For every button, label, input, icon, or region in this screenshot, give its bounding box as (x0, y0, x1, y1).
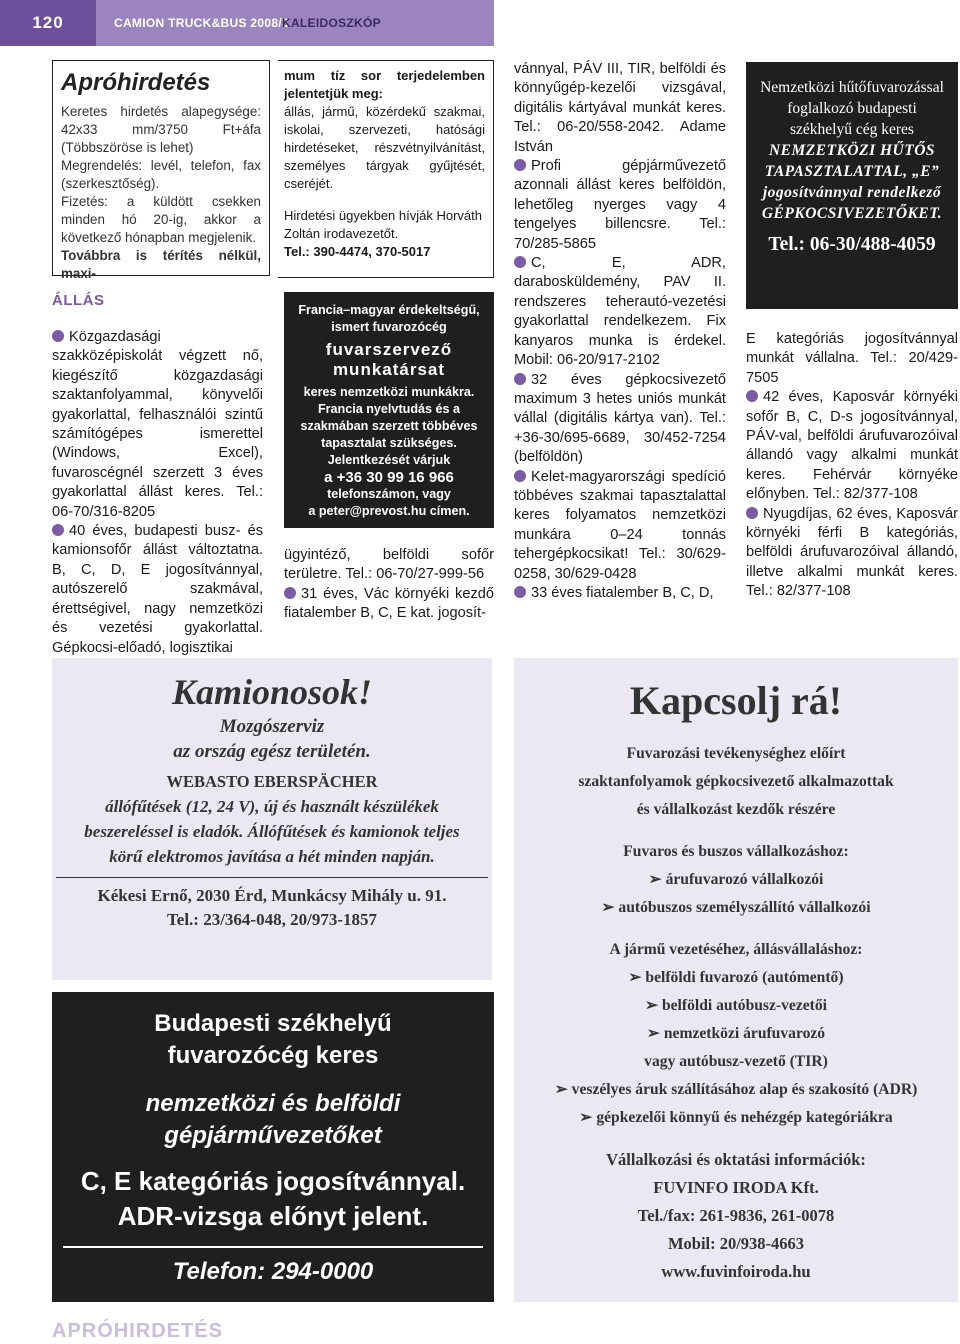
ad-line: ➢ gépkezelői könnyű és nehézgép kategóriákra (579, 1109, 893, 1126)
section-title: KALEIDOSZKÓP (282, 16, 381, 30)
ad-column-4 (746, 330, 958, 602)
info-line: Hirdetési ügyekben hívják Horváth Zoltán irodavezetőt. (284, 208, 482, 241)
bullet-icon (514, 256, 526, 268)
page-header (0, 0, 494, 46)
classified-ad: Kelet-magyarországi spedíció többéves szakmai tapasztalattal keres folyamatos nemzetközi munkára 0–24 tonnás tehergépkocsikat! Tel.: 30/629-0258, 30/629-0428 (514, 468, 726, 582)
ad-line: Jelentkezését várjuk (327, 453, 451, 467)
info-line: állás, jármű, közérdekű szakmai, iskolai, szervezeti, hatósági hirdetéseket, részvétnyilvánítást, személyes tárgyak gyűjtését, cseréjét. (284, 104, 485, 191)
ad-headline: NEMZETKÖZI HŰTŐS TAPASZTALATTAL, „E” jogosítvánnyal rendelkező GÉPKOCSIVEZETŐKET. (761, 142, 943, 222)
info-line: Keretes hirdetés alapegysége: 42x33 mm/3750 Ft+áfa (Többszöröse is lehet) (61, 104, 261, 155)
ad-line: Francia–magyar érdekeltségű, ismert fuvarozócég (298, 303, 480, 334)
bullet-icon (514, 159, 526, 171)
ad-line: Vállalkozási és oktatási információk: (606, 1150, 866, 1169)
ad-line: telefonszámon, vagy (327, 487, 451, 501)
info-line: Megrendelés: levél, telefon, fax (szerkesztőség). (61, 158, 261, 191)
ad-line: az ország egész területén. (173, 741, 371, 762)
bullet-icon (284, 587, 296, 599)
ad-column-1 (52, 328, 263, 658)
kapcsolj-ad (514, 658, 958, 1302)
info-box-title: Apróhirdetés (61, 69, 211, 96)
classified-ad: 32 éves gépkocsivezető maximum 3 hetes uniós munkát vállal (digitális kártya van). Tel.: +36-30/695-6689, 30/452-7254 (belföldön) (514, 371, 726, 466)
classified-ad: 31 éves, Vác környéki kezdő fiatalember B, C, E kat. jogosít- (284, 585, 494, 622)
ad-line: A jármű vezetéséhez, állásvállaláshoz: (609, 941, 863, 958)
classified-ad: 42 éves, Kaposvár környéki sofőr B, C, D-s jogosítvánnyal, PÁV-val, belföldi árufuvarozóival állandó vagy alkalmi munkát keres. Fehérvár környéke előnyben. Tel.: 82/377-108 (746, 389, 958, 503)
ad-line: szaktanfolyamok gépkocsivezető alkalmazottak (578, 773, 894, 790)
ad-line: Francia nyelvtudás és a szakmában szerzett többéves tapasztalat szükséges. (300, 402, 478, 450)
ad-line: állófűtések (12, 24 V), új és használt készülékek beszereléssel is eladók. Állófűtések és kamionok teljes körű elektromos javítása a hét minden napján. (84, 797, 460, 866)
bullet-icon (514, 373, 526, 385)
info-line: mum tíz sor terjedelemben jelentetjük meg: (284, 68, 485, 101)
ad-column-3 (514, 60, 726, 603)
ad-line: ➢ veszélyes áruk szállításához alap és szakosító (ADR) (554, 1081, 918, 1098)
classified-ad: 40 éves, budapesti busz- és kamionsofőr állást változtatna. B, C, D, E jogosítvánnyal, autószerelő szakmával, érettségivel, nagy nemzetközi és vezetési gyakorlattal. Gépkocsi-előadó, logisztikai (52, 523, 263, 656)
info-line: Tel.: 390-4474, 370-5017 (284, 244, 431, 259)
ad-line: és vállalkozást kezdők részére (636, 801, 836, 818)
ad-phone: Telefon: 294-0000 (172, 1257, 374, 1285)
info-box-continued (278, 60, 494, 278)
ad-line: C, E kategóriás jogosítvánnyal. ADR-vizsga előnyt jelent. (80, 1166, 466, 1231)
classified-ad: Közgazdasági szakközépiskolát végzett nő, kiegészítő közgazdasági szaktanfolyammal, könyvelői gyakorlattal, felhasználói szintű számítógépes ismerettel (Windows, Excel), fuvaroscégnél szerzett 3 éves gyakorlattal állást keres. Tel.: 06-70/316-8205 (52, 329, 263, 520)
bullet-icon (52, 330, 64, 342)
ad-company: FUVINFO IRODA Kft. (653, 1178, 819, 1197)
classified-ad: C, E, ADR, darabosküldemény, PAV II. rendszeres teherautó-vezetési gyakorlattal rendelkezem. Fix kanyaros munka is érdekel. Mobil: 06-20/917-2102 (514, 255, 726, 369)
bullet-icon (52, 524, 64, 536)
hutos-ad (746, 62, 958, 309)
info-line: Fizetés: a küldött csekken minden hó 20-ig, akkor a következő hónapban megjelenik. (61, 194, 261, 245)
section-label: ÁLLÁS (52, 292, 105, 309)
ad-address: Kékesi Ernő, 2030 Érd, Munkácsy Mihály u. 91. (97, 886, 447, 905)
ad-line: ➢ autóbuszos személyszállító vállalkozói (601, 899, 871, 916)
ad-line: vagy autóbusz-vezető (TIR) (644, 1053, 828, 1070)
ad-line: ➢ árufuvarozó vállalkozói (648, 871, 824, 888)
ad-phone: Tel./fax: 261-9836, 261-0078 (637, 1206, 835, 1225)
ad-line: Mozgószerviz (219, 716, 325, 737)
ad-brands: WEBASTO EBERSPÄCHER (166, 772, 378, 791)
divider (56, 877, 488, 878)
ad-phone: Tel.: 06-30/488-4059 (768, 234, 936, 255)
ad-website: www.fuvinfoiroda.hu (661, 1262, 811, 1281)
magazine-title: CAMION TRUCK&BUS 2008/3 (114, 16, 289, 30)
classified-ad: vánnyal, PÁV III, TIR, belföldi és könnyűgép-kezelői vizsgával, digitális kártyával munkát keres. Tel.: 06-20/558-2042. Adame István (514, 61, 726, 155)
ad-mobile: Mobil: 20/938-4663 (667, 1234, 805, 1253)
ad-line: Fuvarozási tevékenységhez előírt (626, 745, 846, 762)
info-line: Továbbra is térítés nélkül, maxi- (61, 248, 261, 281)
ad-phone: a +36 30 99 16 966 (324, 469, 454, 486)
ad-headline: fuvarszervező (325, 340, 453, 359)
page-number: 120 (0, 0, 96, 46)
divider (63, 1246, 483, 1248)
classified-ad: Nyugdíjas, 62 éves, Kaposvár környéki férfi B kategóriás, belföldi árufuvarozóival állandó, illetve alkalmi munkát keres. Tel.: 82/377-108 (746, 505, 958, 600)
bullet-icon (514, 470, 526, 482)
classified-ad: Profi gépjárművezető azonnali állást keres belföldön, lehetőleg nyerges vagy 4 tengelyes billencsre. Tel.: 70/285-5865 (514, 158, 726, 252)
ad-line: nemzetközi és belföldi gépjárművezetőket (145, 1090, 401, 1149)
bullet-icon (746, 507, 758, 519)
ad-column-2 (284, 546, 494, 624)
ad-title: Kamionosok! (171, 672, 373, 712)
bullet-icon (746, 390, 758, 402)
budapest-ad (52, 992, 494, 1302)
bullet-icon (514, 586, 526, 598)
classified-ad: E kategóriás jogosítvánnyal munkát vállalna. Tel.: 20/429-7505 (746, 331, 958, 386)
ad-title: Kapcsolj rá! (629, 678, 843, 723)
ad-headline: munkatársat (332, 360, 446, 379)
footer-label: APRÓHIRDETÉS (52, 1320, 223, 1342)
kamionosok-ad (52, 658, 492, 980)
francia-ad (284, 292, 494, 528)
ad-line: keres nemzetközi munkákra. (303, 385, 475, 399)
info-box (52, 60, 270, 281)
ad-email: a peter@prevost.hu címen. (308, 504, 470, 518)
ad-line: ➢ belföldi autóbusz-vezetői (645, 997, 827, 1014)
classified-ad: 33 éves fiatalember B, C, D, (514, 584, 726, 603)
ad-line: Fuvaros és buszos vállalkozáshoz: (623, 843, 849, 860)
classified-ad: ügyintéző, belföldi sofőr területre. Tel.: 06-70/27-999-56 (284, 547, 494, 583)
ad-line: Nemzetközi hűtőfuvarozással foglalkozó budapesti székhelyű cég keres (760, 79, 944, 138)
ad-phone: Tel.: 23/364-048, 20/973-1857 (167, 910, 377, 929)
ad-line: ➢ belföldi fuvarozó (autómentő) (628, 969, 844, 986)
ad-line: Budapesti székhelyű fuvarozócég keres (154, 1010, 392, 1069)
ad-line: ➢ nemzetközi árufuvarozó (646, 1025, 826, 1042)
